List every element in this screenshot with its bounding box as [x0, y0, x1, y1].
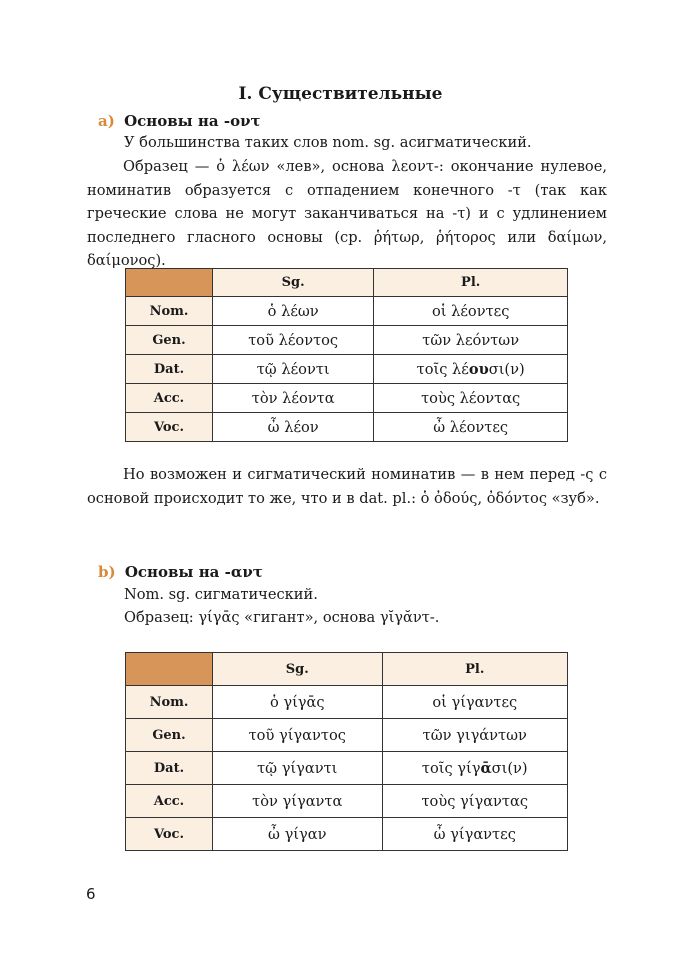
pl-form-end: σι(ν) — [491, 759, 528, 777]
table-row — [126, 719, 568, 752]
sg-form: ὦ λέον — [213, 413, 374, 442]
pl-form — [382, 752, 567, 785]
section-b-marker: b) — [98, 563, 116, 581]
sg-form: ὦ γίγαν — [213, 818, 383, 851]
pl-form: οἱ λέοντες — [374, 297, 568, 326]
section-b-line2: Образец: γίγᾱς «гигант», основа γῐγᾰντ-. — [124, 609, 440, 626]
table-row — [126, 818, 568, 851]
table-row — [126, 355, 568, 384]
table-row — [126, 326, 568, 355]
section-a-heading — [98, 112, 261, 130]
pl-form-start: τοῖς γίγ — [421, 759, 481, 777]
pl-form: τοὺς γίγαντας — [382, 785, 567, 818]
case-label: Acc. — [126, 785, 213, 818]
column-header-pl: Pl. — [382, 653, 567, 686]
case-label: Voc. — [126, 818, 213, 851]
sg-form: τῷ γίγαντι — [213, 752, 383, 785]
table-row — [126, 686, 568, 719]
sg-form: ὁ λέων — [213, 297, 374, 326]
sg-form: τοῦ γίγαντος — [213, 719, 383, 752]
pl-form: τῶν λεόντων — [374, 326, 568, 355]
pl-form: ὦ γίγαντες — [382, 818, 567, 851]
table-row — [126, 752, 568, 785]
section-a-paragraph1 — [87, 155, 607, 273]
declension-table-b — [125, 652, 568, 851]
pl-form-start: τοῖς λέ — [416, 360, 469, 378]
section-a-marker: a) — [98, 112, 115, 130]
sg-form: ὁ γίγᾱς — [213, 686, 383, 719]
section-b-line1: Nom. sg. сигматический. — [124, 586, 318, 603]
pl-form: ὦ λέοντες — [374, 413, 568, 442]
declension-table-a — [125, 268, 568, 442]
case-label: Dat. — [126, 355, 213, 384]
case-label: Nom. — [126, 686, 213, 719]
section-b-heading-text: Основы на -αντ — [124, 563, 263, 581]
case-label: Voc. — [126, 413, 213, 442]
section-a-paragraph2 — [87, 463, 607, 510]
sg-form: τὸν γίγαντα — [213, 785, 383, 818]
table-row — [126, 413, 568, 442]
section-a-paragraph1-text: Образец — ὁ λέων «лев», основа λεοντ-: окончание нулевое, номинатив образуется с отпадением конечного -τ (так как греческие слова не могут заканчиваться на -τ) и с удлинением последнего гласного основы (ср. ῥήτωρ, ῥήτορος или δαίμων, δαίμονος). — [87, 158, 607, 269]
table-row — [126, 384, 568, 413]
column-header-sg: Sg. — [213, 653, 383, 686]
table-corner — [126, 653, 213, 686]
section-a-line1: У большинства таких слов nom. sg. асигматический. — [124, 134, 532, 151]
case-label: Nom. — [126, 297, 213, 326]
pl-form-highlight: ου — [468, 360, 489, 378]
table-corner — [126, 269, 213, 297]
sg-form: τὸν λέοντα — [213, 384, 374, 413]
section-a-heading-text: Основы на -οντ — [124, 112, 261, 130]
table-row — [126, 785, 568, 818]
pl-form: τοὺς λέοντας — [374, 384, 568, 413]
page-number: 6 — [86, 885, 96, 903]
case-label: Dat. — [126, 752, 213, 785]
case-label: Gen. — [126, 326, 213, 355]
pl-form-end: σι(ν) — [488, 360, 525, 378]
pl-form: τῶν γιγάντων — [382, 719, 567, 752]
page-title: I. Существительные — [238, 84, 443, 104]
case-label: Gen. — [126, 719, 213, 752]
section-b-heading — [98, 563, 263, 581]
case-label: Acc. — [126, 384, 213, 413]
column-header-pl: Pl. — [374, 269, 568, 297]
pl-form — [374, 355, 568, 384]
sg-form: τῷ λέοντι — [213, 355, 374, 384]
table-row — [126, 297, 568, 326]
pl-form: οἱ γίγαντες — [382, 686, 567, 719]
sg-form: τοῦ λέοντος — [213, 326, 374, 355]
column-header-sg: Sg. — [213, 269, 374, 297]
section-a-paragraph2-text: Но возможен и сигматический номинатив — в нем перед -ς с основой происходит то же, что и в dat. pl.: ὁ ὀδούς, ὀδόντος «зуб». — [87, 466, 607, 507]
pl-form-highlight: ᾱ — [480, 759, 492, 777]
